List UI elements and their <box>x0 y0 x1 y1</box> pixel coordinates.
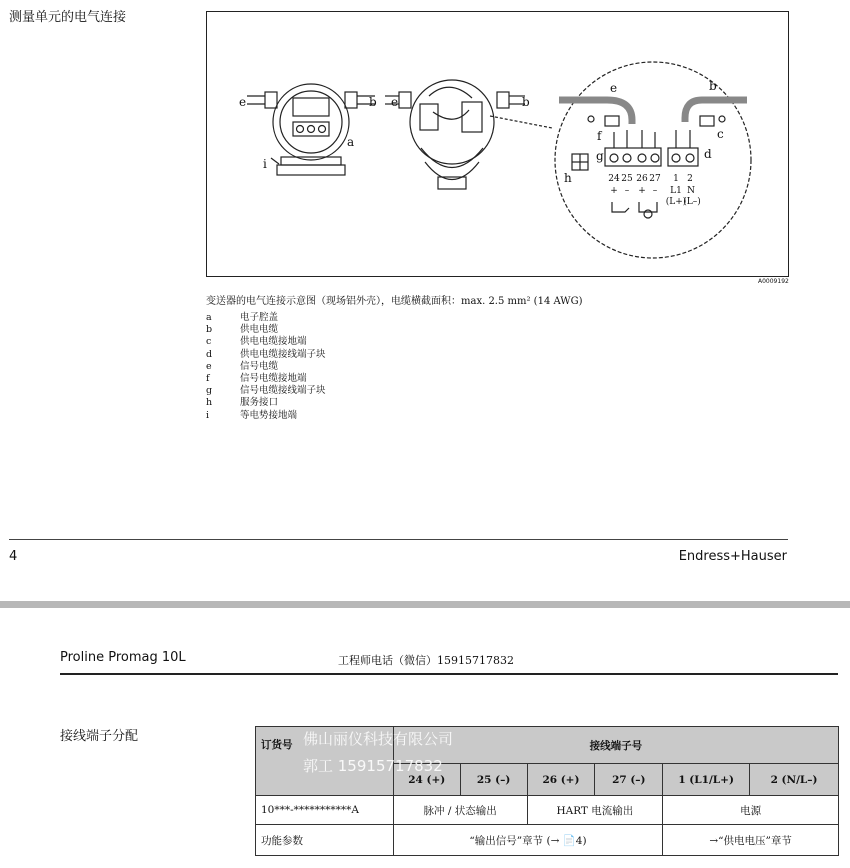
callout-e2: e <box>391 95 399 109</box>
callout-e3: e <box>610 81 618 95</box>
supply-voltage-reference[interactable]: →“供电电压”章节 <box>663 825 839 856</box>
watermark-company: 佛山丽仪科技有限公司 <box>303 730 454 748</box>
col-header: 27 (–) <box>595 764 663 796</box>
figure-caption: 变送器的电气连接示意图（现场铝外壳），电缆横截面积：max. 2.5 mm² (14 AWG) <box>206 296 583 307</box>
col-header: 24 (+) <box>393 764 460 796</box>
display-window <box>293 98 329 116</box>
sign-25: – <box>624 186 630 196</box>
signal-terminal-block <box>605 148 661 166</box>
callout-a: a <box>347 135 355 149</box>
callout-i: i <box>263 157 267 171</box>
terminal-1: 1 <box>673 174 679 184</box>
power-n: N <box>687 186 695 196</box>
footer-rule <box>9 539 788 540</box>
section-title: 测量单元的电气连接 <box>9 10 127 25</box>
power-l1-alt: (L+) <box>665 197 687 207</box>
wiring-diagram-drawing <box>207 12 788 276</box>
sign-26: + <box>638 186 646 196</box>
housing-open <box>410 80 494 164</box>
callout-e1: e <box>239 95 247 109</box>
page-number: 4 <box>9 549 18 564</box>
callout-c: c <box>717 127 724 141</box>
callout-b3: b <box>709 79 717 93</box>
wiring-diagram <box>206 11 789 277</box>
function-label-cell: 功能参数 <box>256 825 394 856</box>
figure-legend <box>206 312 326 422</box>
header-rule <box>60 673 838 675</box>
section-title-terminals: 接线端子分配 <box>60 729 139 744</box>
engineer-phone: 工程师电话（微信）15915717832 <box>338 654 514 667</box>
callout-h: h <box>564 171 572 185</box>
legend-item: i 等电势接地端 <box>206 409 298 421</box>
output-signal-reference[interactable]: “输出信号”章节 (→ 📄4) <box>393 825 662 856</box>
terminal-27: 27 <box>649 174 661 184</box>
hart-current-output-cell: HART 电流输出 <box>527 796 663 825</box>
legend-item: h 服务接口 <box>206 397 279 409</box>
terminal-26: 26 <box>636 174 648 184</box>
callout-b2: b <box>522 95 530 109</box>
legend-item: a 电子腔盖 <box>206 312 279 323</box>
order-code-cell: 10***-***********A <box>256 796 394 825</box>
callout-b1: b <box>369 95 377 109</box>
power-l1: L1 <box>670 186 682 196</box>
legend-item: f 信号电缆接地端 <box>206 373 307 385</box>
callout-g: g <box>596 149 604 163</box>
power-supply-cell: 电源 <box>663 796 839 825</box>
legend-item: d 供电电缆接线端子块 <box>206 348 326 360</box>
brand-name: Endress+Hauser <box>678 549 787 564</box>
document-title: Proline Promag 10L <box>60 650 186 665</box>
col-header: 1 (L1/L+) <box>663 764 750 796</box>
terminal-number-header: 接线端子号 <box>393 727 838 764</box>
legend-item: c 供电电缆接地端 <box>206 336 307 348</box>
sign-27: – <box>652 186 658 196</box>
legend-item: b 供电电缆 <box>206 324 279 336</box>
pulse-status-output-cell: 脉冲 / 状态输出 <box>393 796 527 825</box>
col-header: 25 (–) <box>460 764 527 796</box>
figure-id: A0009192 <box>758 278 789 285</box>
terminal-2: 2 <box>687 174 693 184</box>
legend-item: g 信号电缆接线端子块 <box>206 385 326 397</box>
sign-24: + <box>610 186 618 196</box>
watermark-contact: 郭工 15915717832 <box>303 757 443 775</box>
terminal-24: 24 <box>608 174 620 184</box>
col-header: 26 (+) <box>527 764 595 796</box>
terminal-25: 25 <box>621 174 633 184</box>
col-header: 2 (N/L–) <box>750 764 839 796</box>
power-n-alt: (L–) <box>683 197 701 207</box>
callout-d: d <box>704 147 712 161</box>
order-code-header: 订货号 <box>256 727 394 796</box>
legend-item: e 信号电缆 <box>206 360 279 372</box>
callout-f: f <box>597 129 602 143</box>
page-separator <box>0 601 850 608</box>
